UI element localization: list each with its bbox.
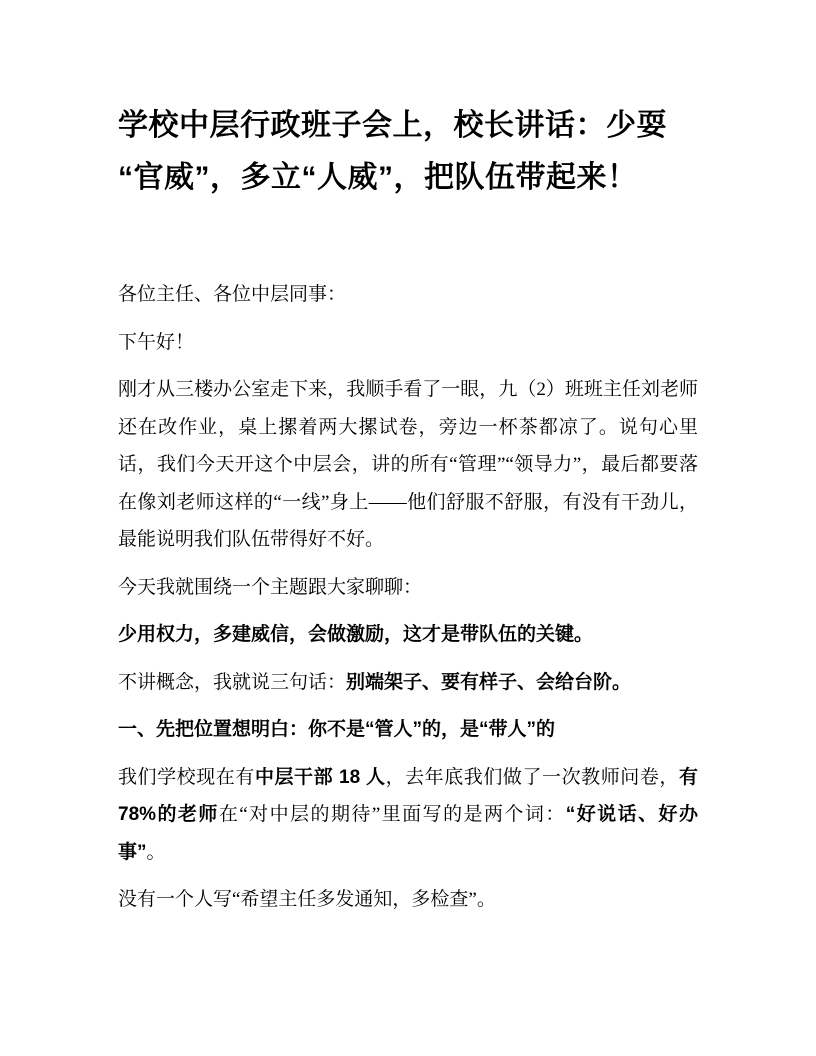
- text-run: 。: [146, 841, 166, 863]
- paragraph-opening-story: [118, 371, 698, 559]
- text-run: ，去年底我们做了一次教师问卷，: [385, 766, 679, 788]
- text-run: 没有一个人写“希望主任多发通知，多检查”。: [118, 889, 496, 910]
- text-run-bold: 别端架子、要有样子、会给台阶。: [346, 671, 632, 693]
- text-run-bold: “好说话、好办事”: [118, 804, 698, 863]
- section-1-heading: [118, 711, 698, 749]
- document-title: 学校中层行政班子会上，校长讲话：少耍“官威”，多立“人威”，把队伍带起来！: [118, 109, 667, 194]
- text-run: 不讲概念，我就说三句话：: [118, 671, 347, 693]
- text-run-bold: 少用权力，多建威信，会做激励，这才是带队伍的关键。: [118, 624, 594, 645]
- paragraph-greeting: [118, 324, 698, 362]
- paragraph-salutation: [118, 276, 698, 314]
- text-run: 下午好！: [118, 331, 195, 353]
- text-run: 各位主任、各位中层同事：: [118, 284, 347, 305]
- text-run-bold: 有 78%的老师: [118, 766, 698, 825]
- text-run: 我们学校现在有: [118, 766, 255, 788]
- text-run: 今天我就围绕一个主题跟大家聊聊：: [118, 576, 423, 598]
- paragraph-key-message: [118, 616, 698, 654]
- text-run: 在“对中层的期待”里面写的是两个词：: [218, 804, 566, 825]
- paragraph-survey-result: [118, 759, 698, 872]
- paragraph-three-points: [118, 664, 698, 702]
- paragraph-survey-note: [118, 881, 698, 919]
- text-run-bold: 中层干部 18 人: [254, 766, 386, 788]
- text-run-bold: 一、先把位置想明白：你不是“管人”的，是“带人”的: [118, 719, 556, 740]
- paragraph-topic-lead: [118, 569, 698, 607]
- text-run: 刚才从三楼办公室走下来，我顺手看了一眼，九（2）班班主任刘老师还在改作业，桌上摞着两大摞试卷，旁边一杯茶都凉了。说句心里话，我们今天开这个中层会，讲的所有“管理”“领导力”，最后都要落在像刘老师这样的“一线”身上——他们舒服不舒服，有没有干劲儿，最能说明我们队伍带得好不好。: [118, 379, 698, 550]
